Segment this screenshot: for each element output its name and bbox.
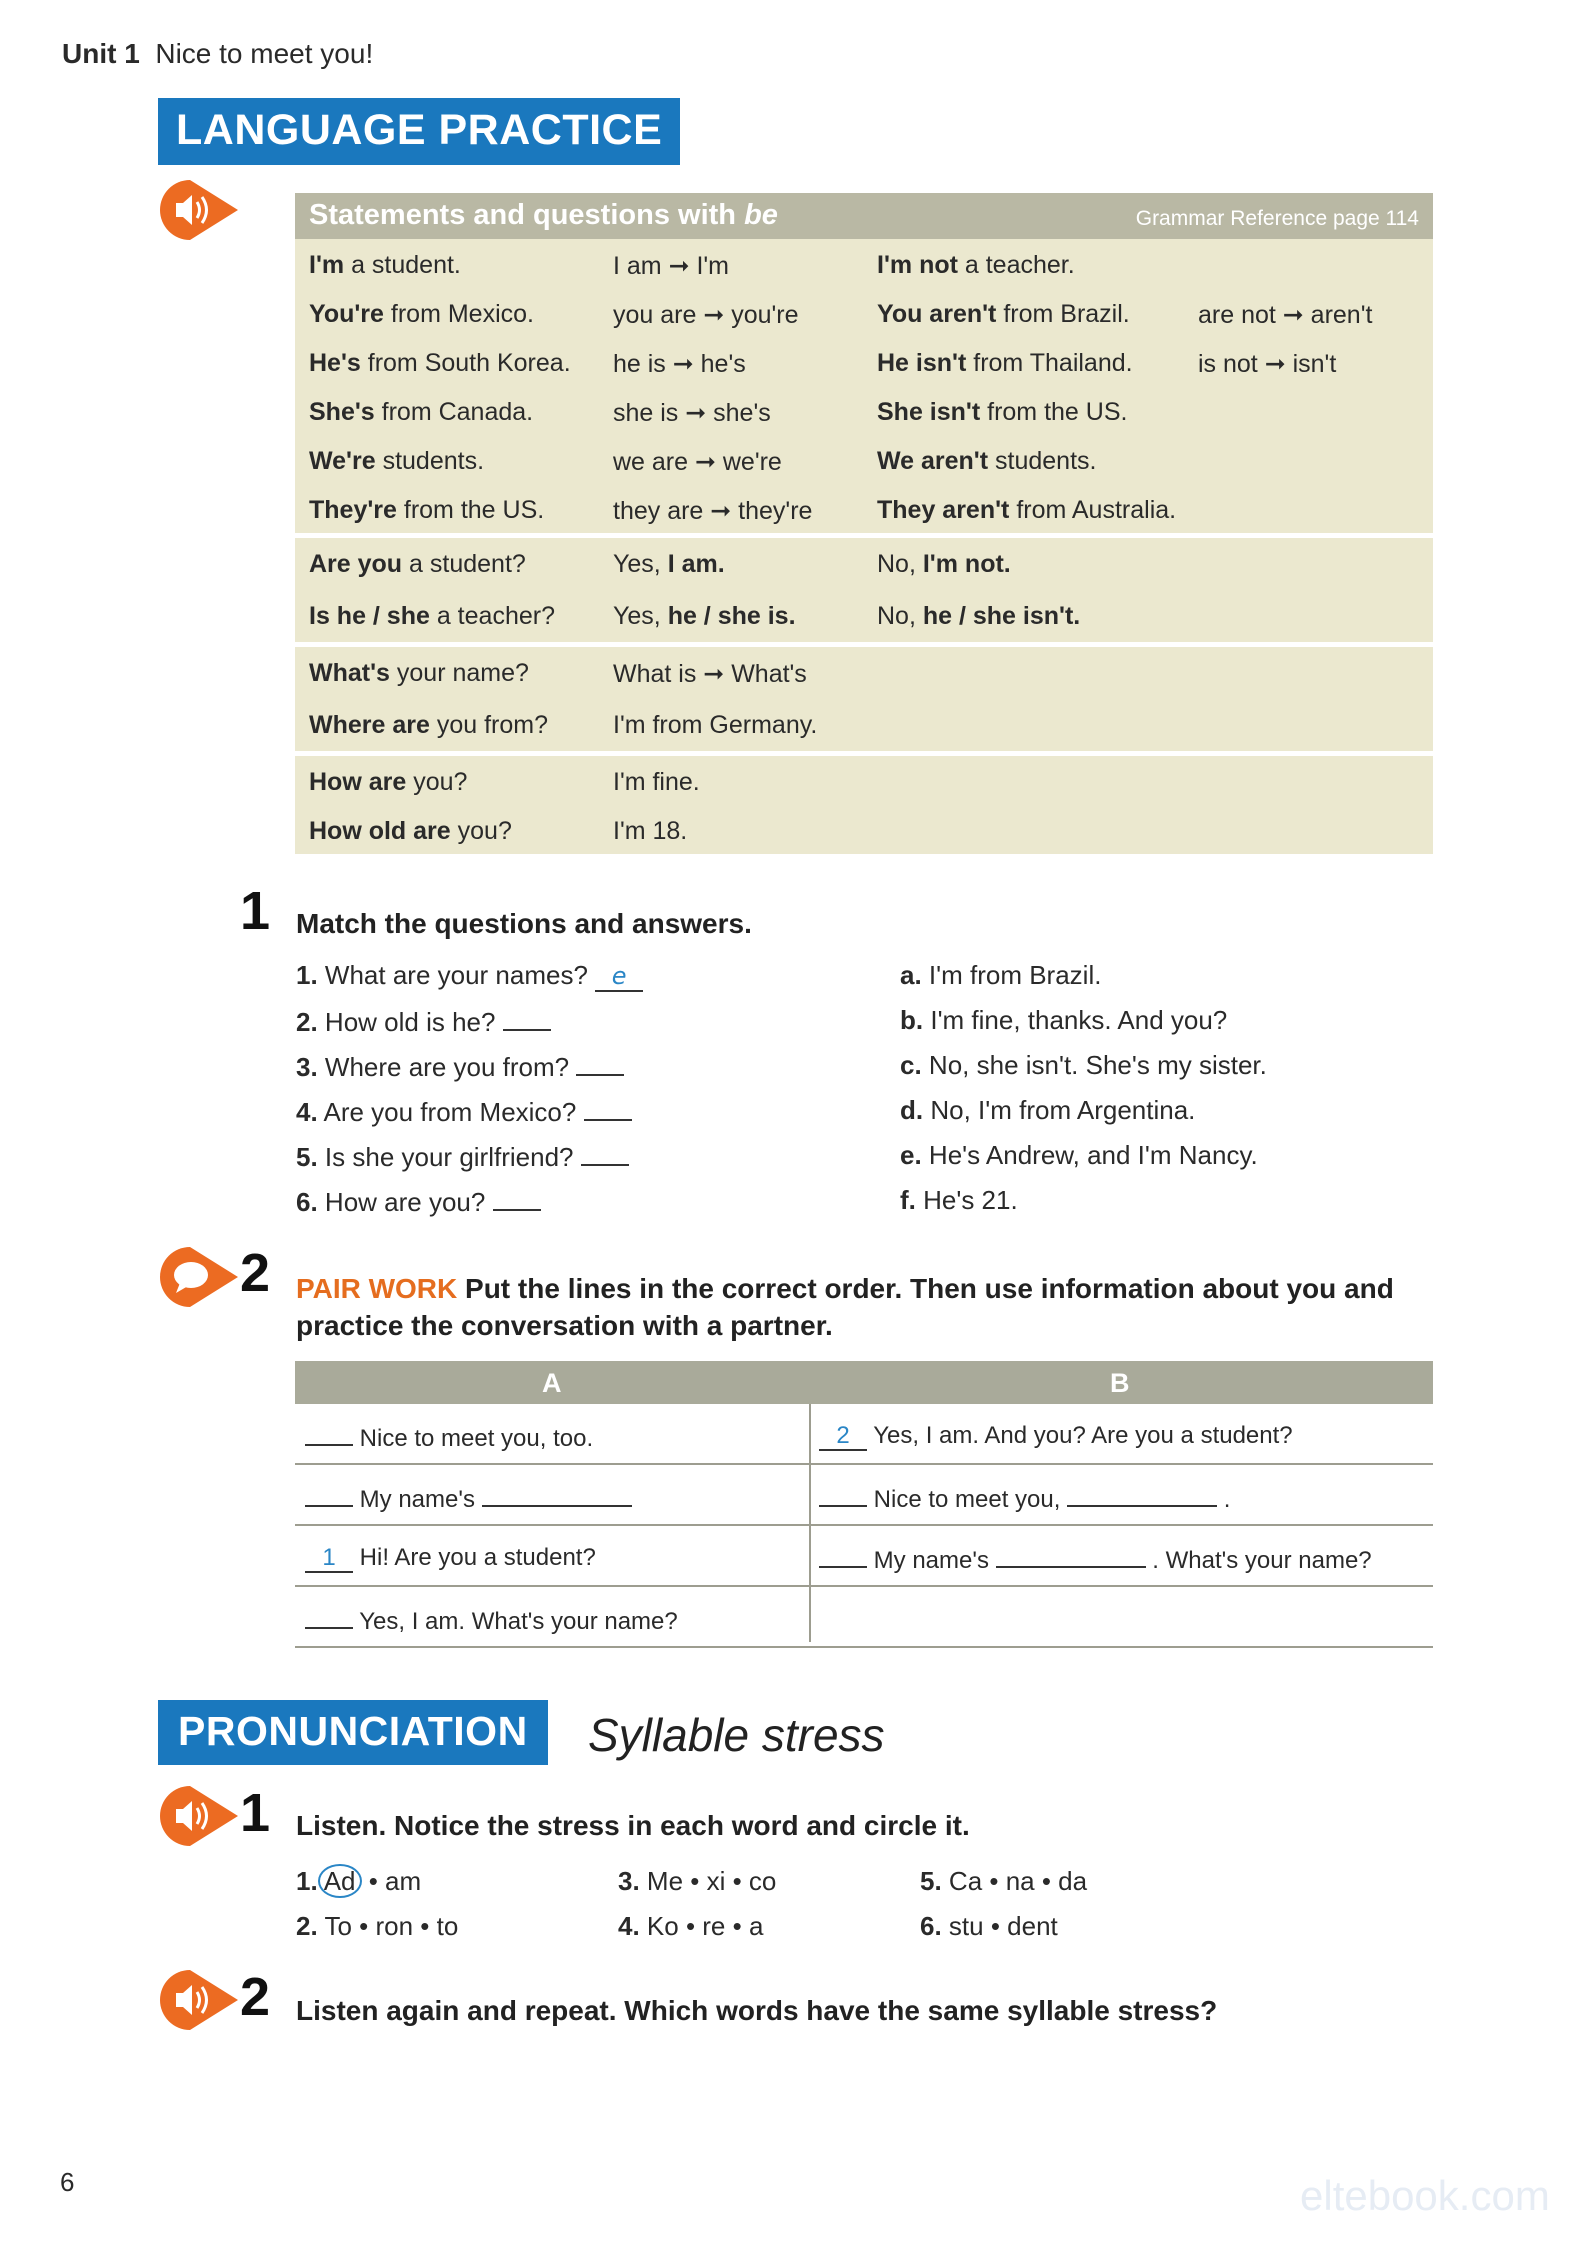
circled-syllable[interactable]: Ad [318,1864,362,1898]
grammar-section-statements [295,239,1433,533]
conversation-row: My name's Nice to meet you, . [295,1465,1433,1526]
audio-speaker-icon[interactable] [158,1968,240,2032]
audio-speaker-icon[interactable] [158,1784,240,1848]
grammar-row: What's your name? What is ➞ What's [309,659,807,688]
pair-work-label: PAIR WORK [296,1273,458,1304]
answer-blank[interactable] [576,1050,624,1076]
pronunciation-subtitle: Syllable stress [588,1709,885,1761]
conversation-row: Nice to meet you, too. 2 Yes, I am. And you? Are you a student? [295,1404,1433,1465]
question-item: 6. How are you? [296,1185,643,1230]
grammar-table-title-bar [295,193,1433,239]
grammar-row: How old are you? I'm 18. [309,817,688,845]
page-number: 6 [60,2167,75,2197]
grammar-table [295,193,1433,854]
exercise-1-instruction: Match the questions and answers. [296,908,752,939]
answer-item: c. No, she isn't. She's my sister. [900,1050,1267,1080]
grammar-row: You're from Mexico. you are ➞ you're You aren't from Brazil. are not ➞ aren't [309,300,1373,329]
conversation-table [295,1361,1433,1648]
stress-word: 1. Ad • am [296,1866,422,1896]
pronunciation-banner: PRONUNCIATION [158,1700,548,1765]
grammar-section-how [295,751,1433,854]
speech-bubble-icon [158,1245,240,1309]
pronunciation-1-instruction: Listen. Notice the stress in each word and circle it. [296,1810,970,1841]
pronunciation-1-number: 1 [240,1783,271,1843]
exercise-1-number: 1 [240,881,271,941]
answer-item: f. He's 21. [900,1185,1018,1215]
watermark: eltebook.com [1300,2172,1550,2219]
grammar-row: Is he / she a teacher? Yes, he / she is. No, he / she isn't. [309,602,1081,630]
language-practice-banner: LANGUAGE PRACTICE [158,98,680,165]
question-item: 5. Is she your girlfriend? [296,1140,643,1185]
stress-word: 3. Me • xi • co [618,1866,777,1896]
question-item: 3. Where are you from? [296,1050,643,1095]
order-blank[interactable] [819,1483,867,1507]
column-b-header: B [1110,1368,1130,1398]
grammar-row: We're students. we are ➞ we're We aren't students. [309,447,1097,476]
answer-blank[interactable] [581,1140,629,1166]
conversation-table-header [295,1361,1433,1404]
unit-label: Unit 1 [62,38,140,69]
conversation-row: 1 Hi! Are you a student? My name's . What's your name? [295,1526,1433,1587]
grammar-section-wh [295,642,1433,751]
stress-word: 4. Ko • re • a [618,1911,764,1941]
grammar-row: Where are you from? I'm from Germany. [309,711,818,739]
conversation-row: Yes, I am. What's your name? [295,1587,1433,1648]
exercise-2-instruction: PAIR WORK Put the lines in the correct order. Then use information about you and practice the conversation with a partner. [296,1273,1394,1341]
grammar-row: They're from the US. they are ➞ they're They aren't from Australia. [309,496,1177,525]
exercise-2-number: 2 [240,1243,271,1303]
order-blank[interactable] [305,1605,353,1629]
exercise-1-answers [900,960,1267,1230]
answer-item: a. I'm from Brazil. [900,960,1102,990]
audio-speaker-icon[interactable] [158,178,240,242]
order-blank[interactable]: 1 [305,1549,353,1573]
name-blank[interactable] [996,1544,1146,1568]
grammar-row: I'm a student. I am ➞ I'm I'm not a teacher. [309,251,1075,280]
answer-item: e. He's Andrew, and I'm Nancy. [900,1140,1258,1170]
pronunciation-2-number: 2 [240,1967,271,2027]
unit-title: Nice to meet you! [155,38,374,69]
question-item: 1. What are your names? e [296,960,643,1005]
answer-blank[interactable]: e [595,966,643,992]
order-blank[interactable] [305,1483,353,1507]
grammar-section-yes-no [295,533,1433,642]
answer-item: d. No, I'm from Argentina. [900,1095,1196,1125]
answer-blank[interactable] [493,1185,541,1211]
page-header [62,38,373,70]
grammar-row: How are you? I'm fine. [309,768,700,796]
order-blank[interactable]: 2 [819,1427,867,1451]
question-item: 2. How old is he? [296,1005,643,1050]
grammar-row: Are you a student? Yes, I am. No, I'm not. [309,550,1011,578]
answer-blank[interactable] [503,1005,551,1031]
pronunciation-2-instruction: Listen again and repeat. Which words have the same syllable stress? [296,1995,1218,2026]
grammar-row: He's from South Korea. he is ➞ he's He isn't from Thailand. is not ➞ isn't [309,349,1337,378]
grammar-reference-link[interactable]: Grammar Reference page 114 [1135,207,1419,230]
grammar-row: She's from Canada. she is ➞ she's She isn't from the US. [309,398,1128,427]
grammar-title: Statements and questions with be [309,199,778,231]
name-blank[interactable] [1067,1483,1217,1507]
answer-item: b. I'm fine, thanks. And you? [900,1005,1228,1035]
order-blank[interactable] [819,1544,867,1568]
column-a-header: A [542,1368,562,1398]
order-blank[interactable] [305,1422,353,1446]
question-item: 4. Are you from Mexico? [296,1095,643,1140]
stress-word: 5. Ca • na • da [920,1866,1088,1896]
exercise-1-questions [296,960,643,1230]
stress-word: 2. To • ron • to [296,1911,459,1941]
name-blank[interactable] [482,1483,632,1507]
stress-word: 6. stu • dent [920,1911,1058,1941]
answer-blank[interactable] [584,1095,632,1121]
